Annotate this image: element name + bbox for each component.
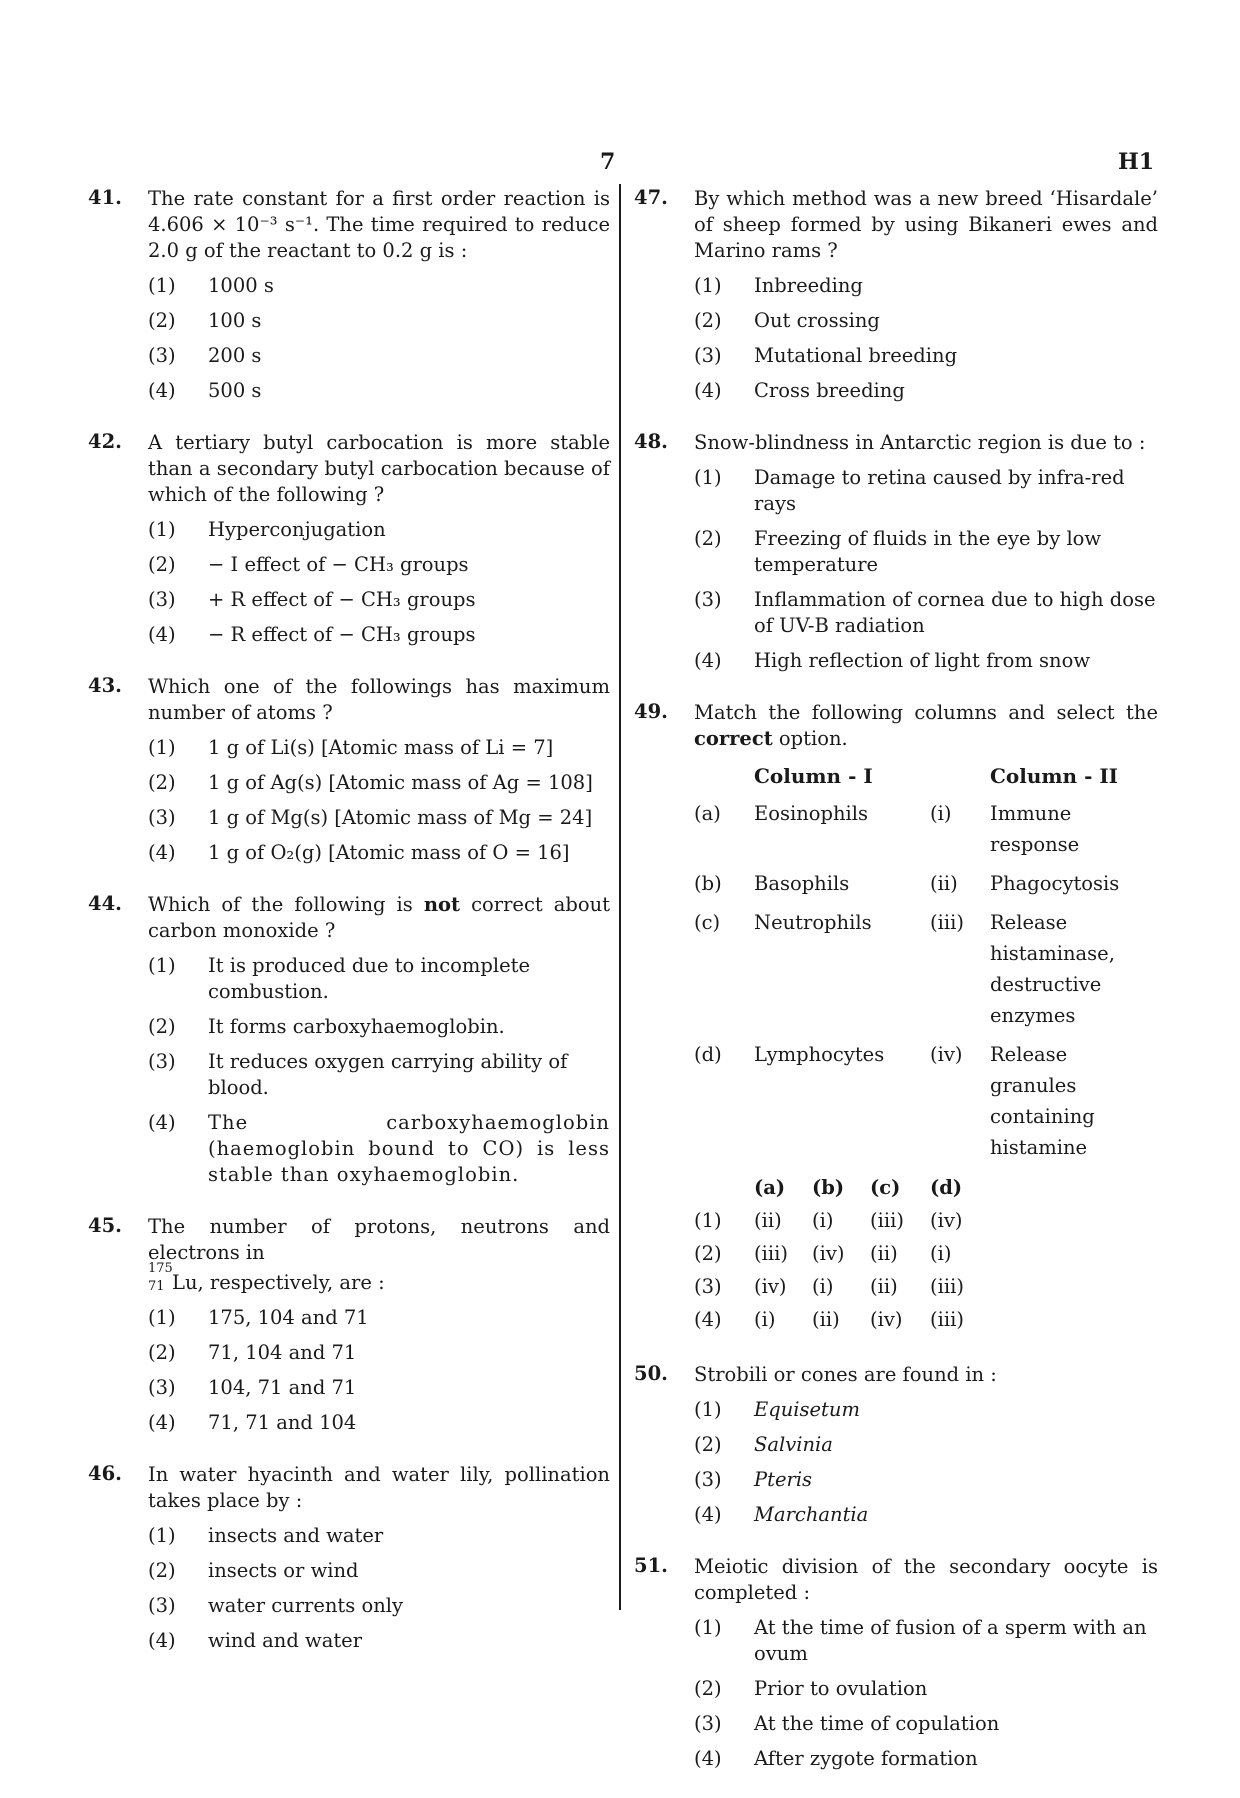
option-1[interactable] (694, 273, 1158, 299)
answer-cell: (iii) (930, 1308, 964, 1331)
answer-cell: (ii) (812, 1308, 840, 1331)
option-2[interactable] (148, 1014, 610, 1040)
option-1[interactable] (694, 1397, 1158, 1423)
row-label: (ii) (930, 872, 958, 895)
question-text: By which method was a new breed ‘Hisardale’ of sheep formed by using Bikaneri ewes and Marino rams ? (694, 187, 1158, 262)
option-number: (1) (148, 1524, 176, 1547)
option-text: insects and water (208, 1524, 384, 1547)
answer-cell: (i) (930, 1242, 952, 1265)
column-1-header: Column - I (754, 764, 873, 788)
row-label: (b) (694, 872, 722, 895)
option-3[interactable] (694, 343, 1158, 369)
option-text: It is produced due to incomplete combustion. (208, 954, 531, 1003)
option-3[interactable] (694, 1467, 1158, 1493)
option-text: At the time of copulation (754, 1712, 1000, 1735)
question-text: The rate constant for a first order reaction is 4.606 × 10⁻³ s⁻¹. The time required to reduce 2.0 g of the reactant to 0.2 g is : (148, 187, 610, 262)
question-48 (634, 430, 1158, 674)
option-text: The carboxyhaemoglobin (haemoglobin bound to CO) is less stable than oxyhaemoglobin. (208, 1111, 610, 1186)
option-text: Inbreeding (754, 274, 863, 297)
column-1-item: Eosinophils (754, 802, 869, 825)
page-number: 7 (600, 149, 616, 175)
option-1[interactable] (148, 1305, 610, 1331)
answer-header: (b) (812, 1176, 845, 1199)
answer-cell: (iii) (930, 1275, 964, 1298)
option-number: (4) (148, 1111, 176, 1134)
question-text-part: option. (772, 727, 848, 750)
question-number: 48. (634, 430, 668, 453)
answer-cell: (ii) (870, 1242, 898, 1265)
option-1[interactable] (148, 735, 610, 761)
question-44 (88, 892, 610, 1188)
option-number: (2) (694, 1242, 722, 1265)
option-number: (3) (148, 588, 176, 611)
question-number: 45. (88, 1214, 122, 1237)
answer-header: (d) (930, 1176, 963, 1199)
option-2[interactable] (694, 1432, 1158, 1458)
isotope-atomic-number: 71 (148, 1279, 165, 1294)
column-1-item: Lymphocytes (754, 1043, 885, 1066)
option-2[interactable] (694, 308, 1158, 334)
answer-option-3[interactable] (694, 1270, 990, 1303)
option-4[interactable] (694, 1502, 1158, 1528)
option-number: (1) (694, 1209, 722, 1232)
row-label: (c) (694, 911, 721, 934)
option-number: (1) (694, 274, 722, 297)
question-text-part: Which of the following is (148, 893, 424, 916)
option-number: (1) (694, 1616, 722, 1639)
answer-cell: (i) (754, 1308, 776, 1331)
option-text: Equisetum (754, 1398, 860, 1421)
answer-option-1[interactable] (694, 1204, 990, 1237)
option-text: wind and water (208, 1629, 363, 1652)
question-51 (634, 1554, 1158, 1772)
booklet-code: H1 (1118, 149, 1155, 175)
question-text-part: , respectively, are : (197, 1271, 385, 1294)
option-text: Marchantia (754, 1503, 869, 1526)
question-text: Strobili or cones are found in : (694, 1363, 997, 1386)
option-2[interactable] (148, 1340, 610, 1366)
column-1-item: Basophils (754, 872, 850, 895)
option-4[interactable] (694, 378, 1158, 404)
left-column (88, 186, 610, 1680)
option-text: − I effect of − CH₃ groups (208, 553, 469, 576)
option-text: insects or wind (208, 1559, 359, 1582)
option-text: − R effect of − CH₃ groups (208, 623, 476, 646)
table-row (694, 794, 1158, 864)
row-label: (iv) (930, 1043, 963, 1066)
answer-cell: (iii) (870, 1209, 904, 1232)
option-4[interactable] (148, 622, 610, 648)
option-number: (1) (148, 736, 176, 759)
option-text: 71, 104 and 71 (208, 1341, 357, 1364)
question-text (148, 1214, 610, 1296)
column-2-item: Immune response (990, 802, 1080, 856)
question-text: Meiotic division of the secondary oocyte is completed : (694, 1555, 1158, 1604)
option-2[interactable] (694, 526, 1158, 578)
option-text: 175, 104 and 71 (208, 1306, 369, 1329)
option-text: 71, 71 and 104 (208, 1411, 357, 1434)
emphasis-text: not (423, 893, 461, 916)
answer-cell: (iv) (930, 1209, 963, 1232)
question-50 (634, 1362, 1158, 1528)
question-text: A tertiary butyl carbocation is more stable than a secondary butyl carbocation because of which of the following ? (148, 431, 610, 506)
answer-cell: (iv) (812, 1242, 845, 1265)
option-number: (1) (148, 954, 176, 977)
row-label: (iii) (930, 911, 964, 934)
right-column (634, 186, 1158, 1798)
column-2-item: Phagocytosis (990, 872, 1120, 895)
column-2-item: Release granules containing histamine (990, 1043, 1095, 1159)
column-2-header: Column - II (990, 764, 1119, 788)
option-1[interactable] (694, 1615, 1158, 1667)
option-number: (4) (694, 1308, 722, 1331)
option-text: 104, 71 and 71 (208, 1376, 357, 1399)
option-text: Cross breeding (754, 379, 905, 402)
option-2[interactable] (148, 552, 610, 578)
option-number: (2) (694, 1677, 722, 1700)
isotope-mass-number: 175 (148, 1261, 173, 1276)
option-number: (1) (148, 1306, 176, 1329)
answer-cell: (iii) (754, 1242, 788, 1265)
row-label: (i) (930, 802, 952, 825)
question-text: Snow-blindness in Antarctic region is due to : (694, 431, 1146, 454)
isotope-symbol: Lu (172, 1271, 198, 1294)
option-text: Pteris (754, 1468, 813, 1491)
answer-option-4[interactable] (694, 1303, 990, 1336)
question-number: 50. (634, 1362, 668, 1385)
option-text: 500 s (208, 379, 262, 402)
answer-cell: (i) (812, 1275, 834, 1298)
option-text: After zygote formation (754, 1747, 978, 1770)
option-text: Hyperconjugation (208, 518, 386, 541)
question-47 (634, 186, 1158, 404)
option-text: It reduces oxygen carrying ability of blood. (208, 1050, 568, 1099)
option-number: (3) (694, 344, 722, 367)
option-text: 100 s (208, 309, 262, 332)
question-text (694, 700, 1158, 752)
option-number: (4) (694, 1747, 722, 1770)
option-number: (2) (148, 309, 176, 332)
option-number: (2) (694, 1433, 722, 1456)
question-text: In water hyacinth and water lily, pollination takes place by : (148, 1463, 610, 1512)
option-text: Damage to retina caused by infra-red rays (754, 466, 1125, 515)
option-text: Out crossing (754, 309, 880, 332)
question-43 (88, 674, 610, 866)
option-2[interactable] (694, 1676, 1158, 1702)
option-text: Freezing of fluids in the eye by low temperature (754, 527, 1102, 576)
row-label: (d) (694, 1043, 722, 1066)
option-text: 1 g of Mg(s) [Atomic mass of Mg = 24] (208, 806, 593, 829)
option-text: + R effect of − CH₃ groups (208, 588, 476, 611)
column-divider (619, 184, 621, 1610)
answer-cell: (iv) (870, 1308, 903, 1331)
question-number: 44. (88, 892, 122, 915)
option-number: (3) (148, 1376, 176, 1399)
option-3[interactable] (694, 587, 1158, 639)
option-text: Inflammation of cornea due to high dose of UV-B radiation (754, 588, 1156, 637)
row-label: (a) (694, 802, 721, 825)
option-text: 1 g of O₂(g) [Atomic mass of O = 16] (208, 841, 570, 864)
option-number: (3) (148, 1594, 176, 1617)
answer-cell: (iv) (754, 1275, 787, 1298)
question-text: Which one of the followings has maximum number of atoms ? (148, 675, 610, 724)
option-number: (2) (694, 527, 722, 550)
option-number: (4) (694, 379, 722, 402)
table-row (694, 1035, 1158, 1167)
option-1[interactable] (148, 517, 610, 543)
option-3[interactable] (148, 343, 610, 369)
question-45 (88, 1214, 610, 1436)
option-number: (1) (148, 274, 176, 297)
option-4[interactable] (148, 1110, 610, 1188)
question-49 (634, 700, 1158, 1336)
option-number: (3) (148, 1050, 176, 1073)
answer-option-2[interactable] (694, 1237, 990, 1270)
option-3[interactable] (694, 1711, 1158, 1737)
option-2[interactable] (148, 308, 610, 334)
option-number: (4) (148, 1629, 176, 1652)
option-number: (4) (148, 623, 176, 646)
option-3[interactable] (148, 1049, 610, 1101)
option-1[interactable] (694, 465, 1158, 517)
option-1[interactable] (148, 273, 610, 299)
option-number: (4) (694, 649, 722, 672)
option-number: (3) (694, 588, 722, 611)
option-number: (3) (694, 1468, 722, 1491)
option-text: Prior to ovulation (754, 1677, 928, 1700)
question-number: 49. (634, 700, 668, 723)
question-text-part: correct about carbon monoxide ? (148, 893, 610, 942)
option-text: Mutational breeding (754, 344, 958, 367)
option-number: (2) (148, 1341, 176, 1364)
option-3[interactable] (148, 1375, 610, 1401)
option-text: At the time of fusion of a sperm with an ovum (754, 1616, 1147, 1665)
answer-cell: (ii) (754, 1209, 782, 1232)
option-1[interactable] (148, 953, 610, 1005)
column-1-item: Neutrophils (754, 911, 872, 934)
option-number: (3) (148, 806, 176, 829)
option-number: (1) (694, 466, 722, 489)
column-2-item: Release histaminase, destructive enzymes (990, 911, 1115, 1027)
option-number: (2) (148, 553, 176, 576)
match-table (694, 760, 1158, 1167)
option-text: It forms carboxyhaemoglobin. (208, 1015, 505, 1038)
option-number: (4) (148, 379, 176, 402)
option-number: (1) (694, 1398, 722, 1421)
option-3[interactable] (148, 587, 610, 613)
option-text: Salvinia (754, 1433, 833, 1456)
question-number: 42. (88, 430, 122, 453)
option-number: (4) (148, 841, 176, 864)
question-46 (88, 1462, 610, 1654)
answer-cell: (ii) (870, 1275, 898, 1298)
option-4[interactable] (694, 648, 1158, 674)
option-number: (2) (148, 771, 176, 794)
option-number: (3) (694, 1275, 722, 1298)
option-number: (3) (148, 344, 176, 367)
table-row (694, 864, 1158, 903)
question-42 (88, 430, 610, 648)
question-number: 43. (88, 674, 122, 697)
option-text: 1000 s (208, 274, 274, 297)
option-text: 200 s (208, 344, 262, 367)
option-text: High reflection of light from snow (754, 649, 1091, 672)
question-number: 47. (634, 186, 668, 209)
option-4[interactable] (148, 1410, 610, 1436)
option-text: water currents only (208, 1594, 404, 1617)
emphasis-text: correct (694, 727, 773, 750)
option-3[interactable] (148, 1593, 610, 1619)
option-3[interactable] (148, 805, 610, 831)
question-number: 41. (88, 186, 122, 209)
question-41 (88, 186, 610, 404)
option-2[interactable] (148, 1558, 610, 1584)
option-text: 1 g of Ag(s) [Atomic mass of Ag = 108] (208, 771, 593, 794)
question-number: 46. (88, 1462, 122, 1485)
answer-header: (c) (870, 1176, 901, 1199)
option-4[interactable] (148, 840, 610, 866)
option-4[interactable] (694, 1746, 1158, 1772)
question-number: 51. (634, 1554, 668, 1577)
option-1[interactable] (148, 1523, 610, 1549)
option-number: (4) (148, 1411, 176, 1434)
answer-table (694, 1171, 990, 1336)
option-number: (4) (694, 1503, 722, 1526)
isotope-notation (148, 1261, 198, 1296)
option-number: (2) (694, 309, 722, 332)
answer-cell: (i) (812, 1209, 834, 1232)
question-text-part: The number of protons, neutrons and electrons in (148, 1215, 610, 1264)
option-number: (3) (694, 1712, 722, 1735)
question-text (148, 892, 610, 944)
table-row (694, 903, 1158, 1035)
option-number: (2) (148, 1559, 176, 1582)
question-text-part: Match the following columns and select the (694, 701, 1158, 724)
option-4[interactable] (148, 378, 610, 404)
option-number: (1) (148, 518, 176, 541)
option-number: (2) (148, 1015, 176, 1038)
option-4[interactable] (148, 1628, 610, 1654)
option-2[interactable] (148, 770, 610, 796)
option-text: 1 g of Li(s) [Atomic mass of Li = 7] (208, 736, 554, 759)
answer-header: (a) (754, 1176, 786, 1199)
